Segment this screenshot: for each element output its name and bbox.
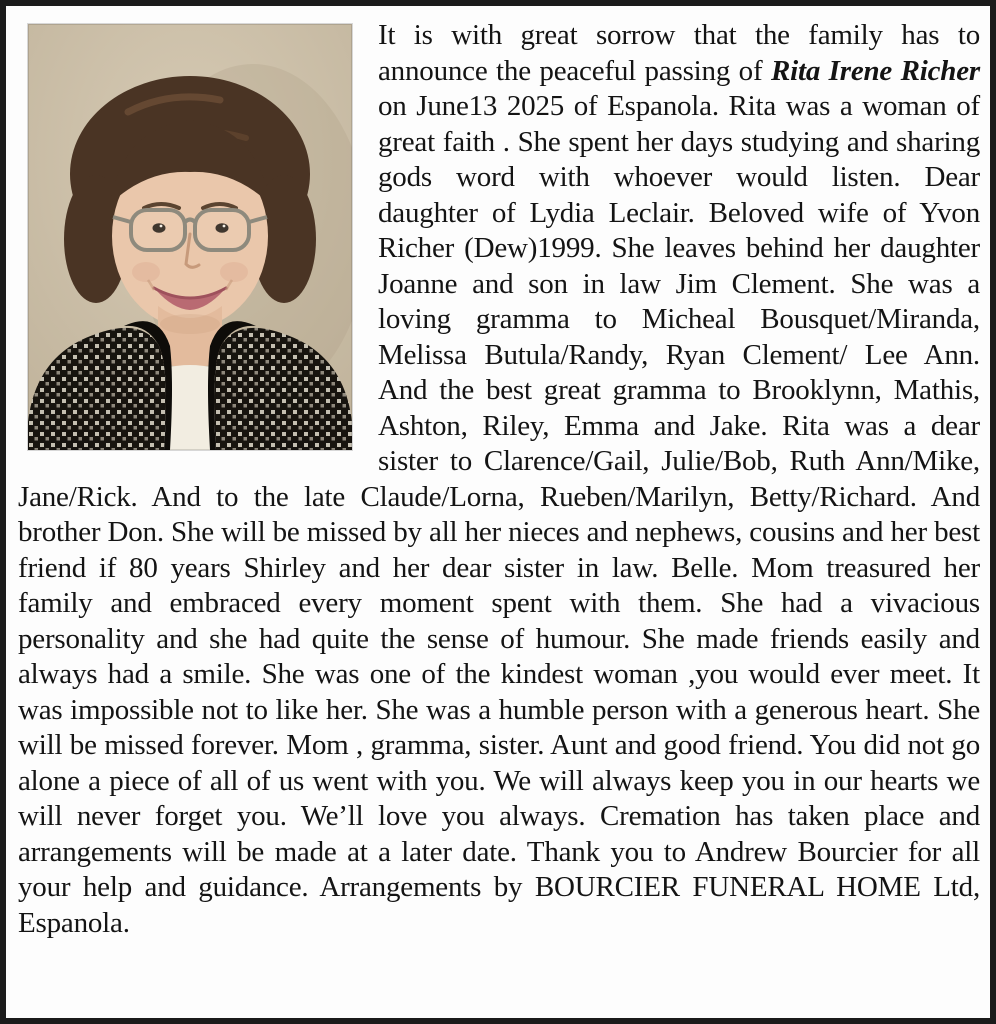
obituary-intro: It is with great sorrow that the family has to announce the peaceful passing of [378,19,980,87]
portrait-photo [28,24,352,450]
deceased-name: Rita Irene Richer [770,54,980,87]
portrait-photo-illustration [28,24,352,450]
obituary-body: on June13 2025 of Espanola. Rita was a woman of great faith . She spent her days studying and sharing gods word with whoever would listen. Dear daughter of Lydia Leclair. Beloved wife of Yvon Richer (Dew)1999. She leaves behind her daughter Joanne and son in law Jim Clement. She was a loving gramma to Micheal Bousquet/Miranda, Melissa Butula/Randy, Ryan Clement/ Lee Ann. And the best great gramma to Brooklynn, Mathis, Ashton, Riley, Emma and Jake. Rita was a dear sister to Clarence/Gail, Julie/Bob, Ruth Ann/Mike, Jane/Rick. And to the late Claude/Lorna, Rueben/Marilyn, Betty/Richard. And brother Don. She will be missed by all her nieces and nephews, cousins and her best friend if 80 years Shirley and her dear sister in law. Belle. Mom treasured her family and embraced every moment spent with them. She had a vivacious personality and she had quite the sense of humour. She made friends easily and always had a smile. She was one of the kindest woman ,you would ever meet. It was impossible not to like her. She was a humble person with a generous heart. She will be missed forever. Mom , gramma, sister. Aunt and good friend. You did not go alone a piece of all of us went with you. We will always keep you in our hearts we will never forget you. We’ll love you always. Cremation has taken place and arrangements will be made at a later date. Thank you to Andrew Bourcier for all your help and guidance. Arrangements by BOURCIER FUNERAL HOME Ltd, Espanola. [18,90,980,939]
